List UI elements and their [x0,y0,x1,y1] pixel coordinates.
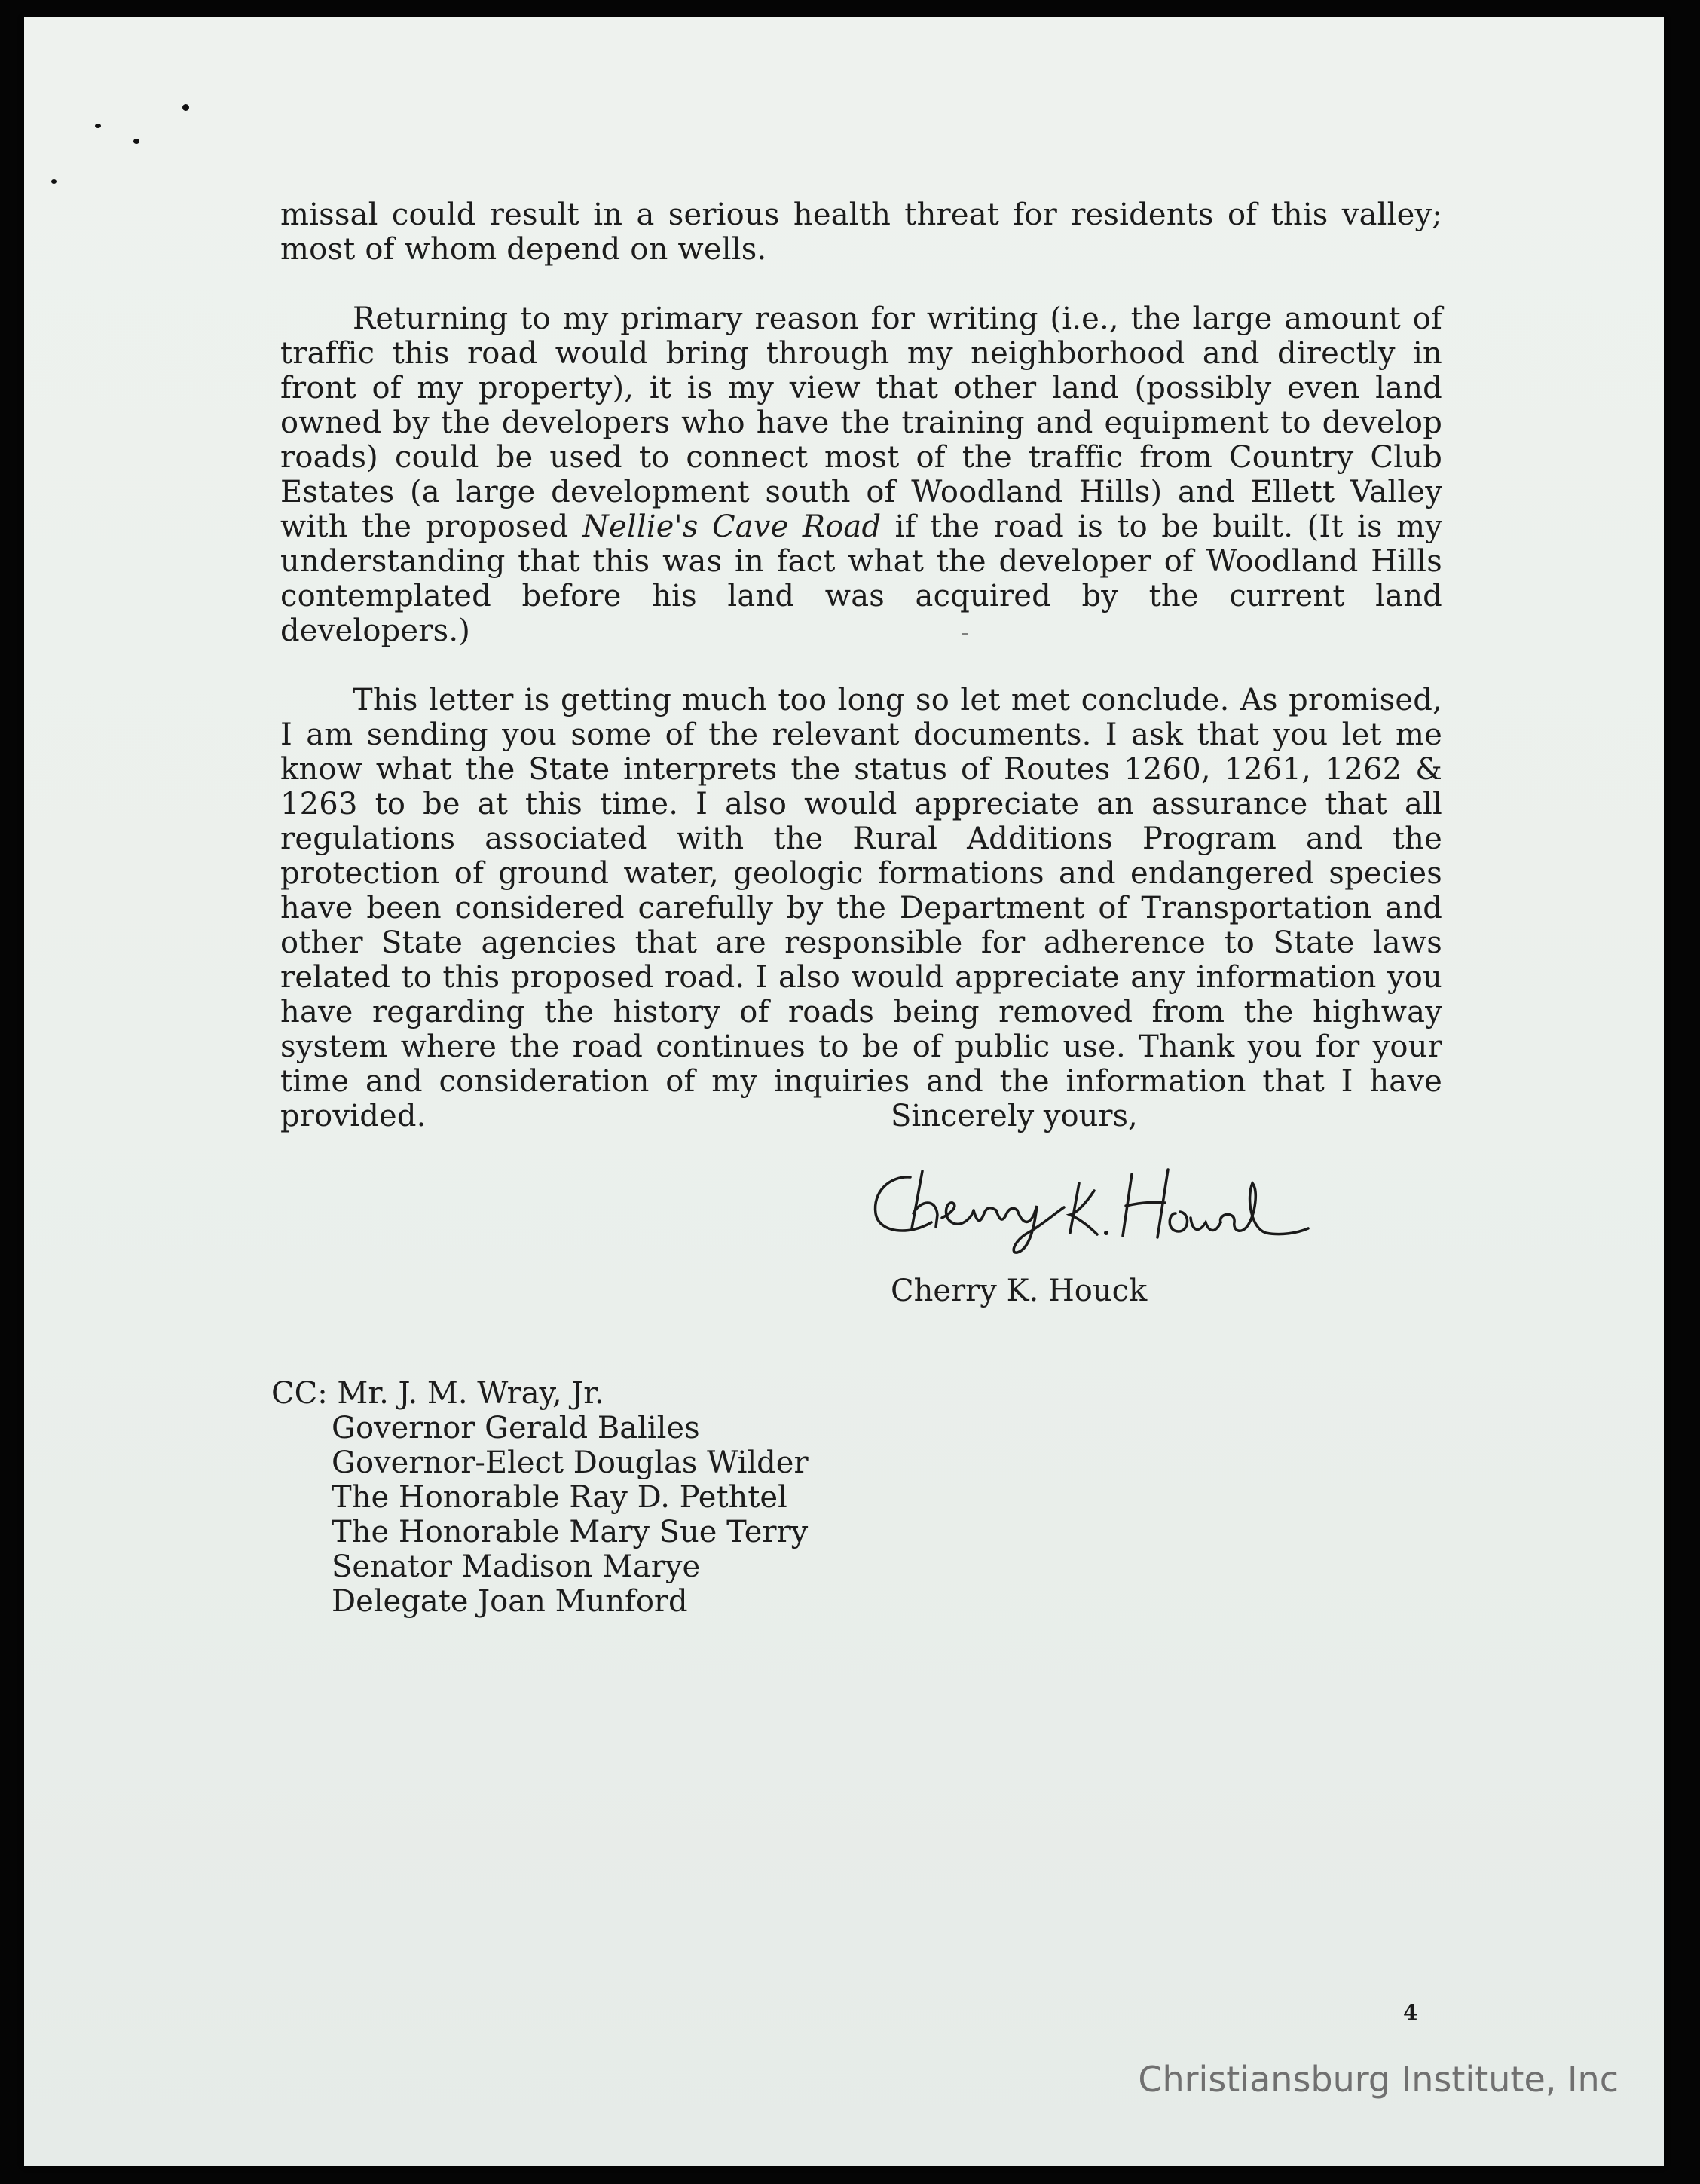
cc-recipient: Governor-Elect Douglas Wilder [332,1445,809,1480]
cc-list [271,1376,809,1619]
cc-recipient: The Honorable Ray D. Pethtel [332,1480,787,1515]
paper-speck [51,179,57,184]
signer-name: Cherry K. Houck [891,1274,1148,1308]
paragraph-text-start: Returning to my primary reason for writing (i.e., the large amount of traffic this road would bring through my neighborhood and directly in front of my property), it is my view that other land (possibly even land owned by the developers who have the training and equipment to develop roads) could be used to connect most of the traffic from Country Club Estates (a large development south of Woodland Hills) and Ellett Valley with the proposed [280,301,1442,544]
cc-recipient: Delegate Joan Munford [332,1584,688,1619]
cc-recipient: The Honorable Mary Sue Terry [332,1515,809,1549]
cc-recipient: Senator Madison Marye [332,1549,701,1584]
letter-paragraph-continuation: missal could result in a serious health threat for residents of this valley; most of whom depend on wells. [280,197,1442,267]
cc-recipient: Mr. J. M. Wray, Jr. [337,1376,604,1411]
letter-paragraph-conclusion: This letter is getting much too long so let met conclude. As promised, I am sending you some of the relevant documents. I ask that you let me know what the State interprets the status of Routes 1260, 1261, 1262 & 1263 to be at this time. I also would appreciate an assurance that all regulations associated with the Rural Additions Program and the protection of ground water, geologic formations and endangered species have been considered carefully by the Department of Transportation and other State agencies that are responsible for adherence to State laws related to this proposed road. I also would appreciate any information you have regarding the history of roads being removed from the highway system where the road continues to be of public use. Thank you for your time and consideration of my inquiries and the information that I have provided. [280,683,1442,1133]
archive-watermark: Christiansburg Institute, Inc [1138,2059,1619,2100]
letter-paragraph-traffic [280,301,1442,648]
road-name: Nellie's Cave Road [582,509,882,544]
cc-first-line [271,1376,809,1411]
paper-speck [95,124,101,128]
handwritten-signature [867,1161,1311,1259]
cc-recipient: Governor Gerald Baliles [332,1411,700,1445]
letter-body [280,197,1442,1168]
paper-speck [182,104,189,111]
paper-speck [133,139,139,144]
cc-label: CC: [271,1376,328,1411]
letter-closing: Sincerely yours, [891,1099,1138,1133]
page-number: 4 [1403,2000,1418,2025]
paragraph-text-end: if the road is to be built. (It is my understanding that this was in fact what the developer of Woodland Hills contemplated before his land was acquired by the current land developers.) [280,509,1443,648]
